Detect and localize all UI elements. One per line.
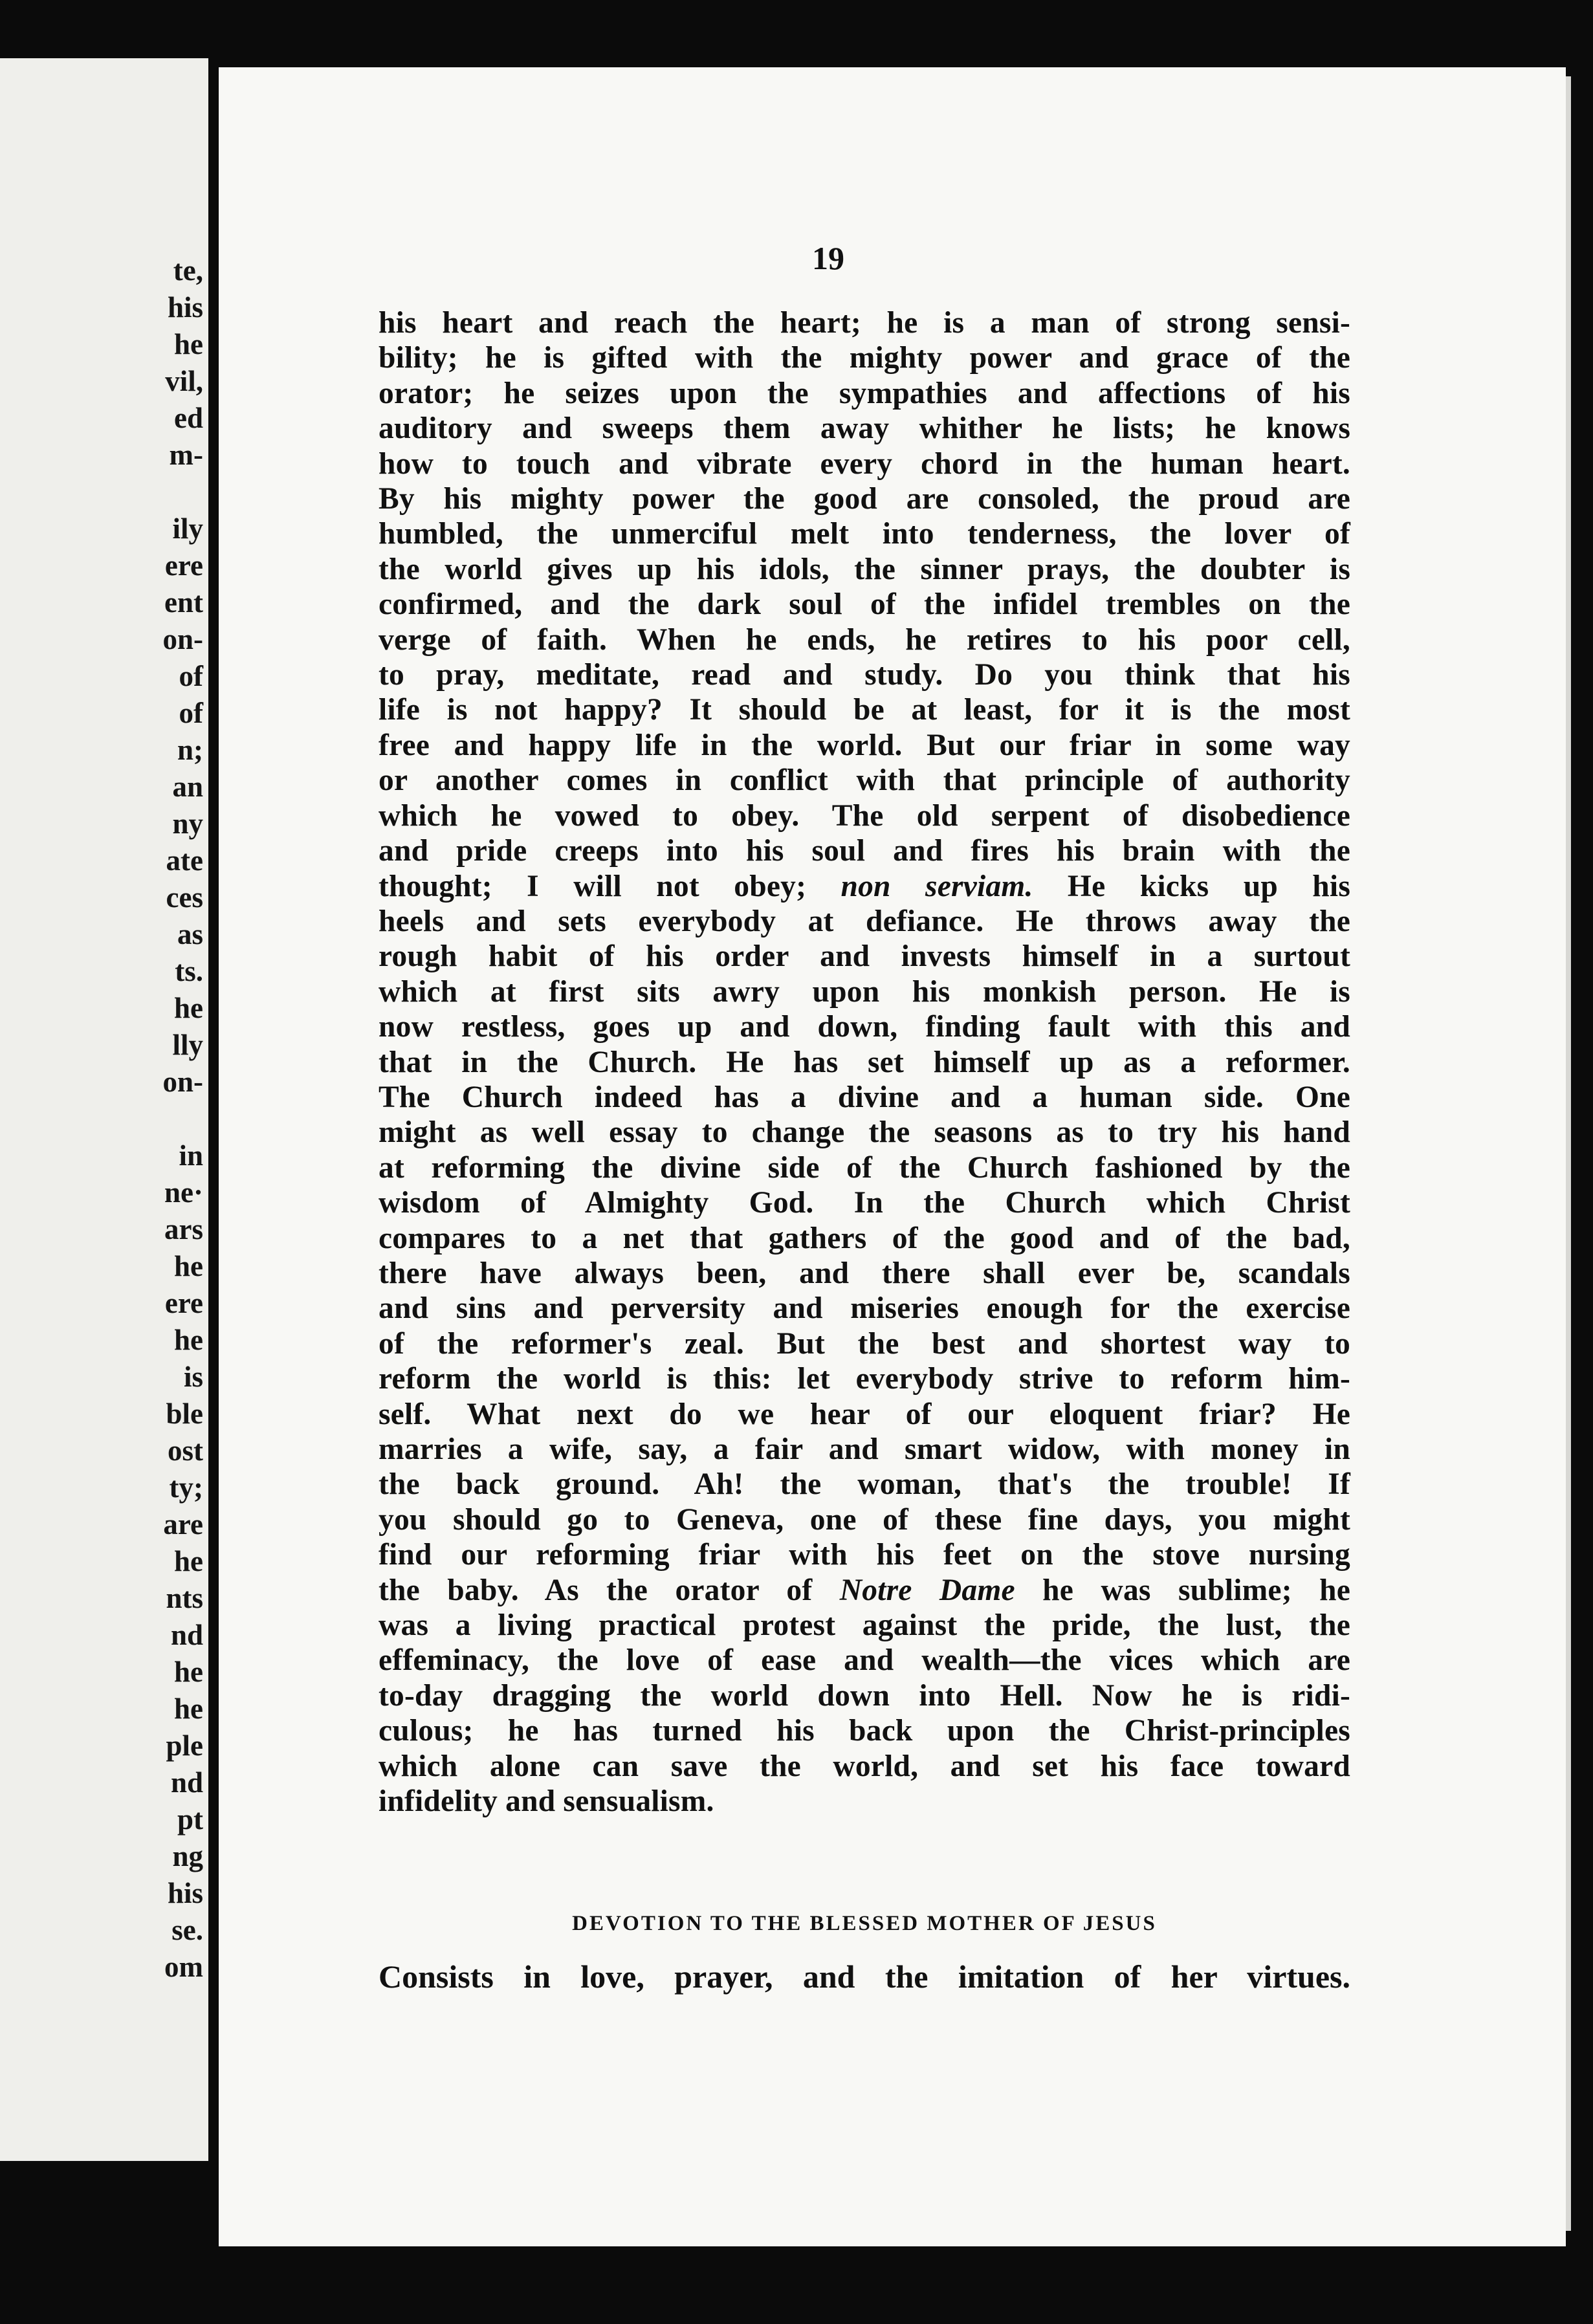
text-line: culous; he has turned his back upon the Christ-principles xyxy=(379,1714,1350,1748)
text-line: might as well essay to change the seasons as to try his hand xyxy=(379,1115,1350,1150)
text-line: and sins and perversity and miseries enough for the exercise xyxy=(379,1291,1350,1326)
text-line: the world gives up his idols, the sinner prays, the doubter is xyxy=(379,552,1350,586)
text-line: to-day dragging the world down into Hell. Now he is ridi- xyxy=(379,1678,1350,1713)
previous-page-fragment: se. xyxy=(171,1914,203,1946)
previous-page-fragment: in xyxy=(179,1139,203,1172)
previous-page-fragment: lly xyxy=(172,1029,203,1061)
previous-page-fragment: on- xyxy=(162,623,203,655)
text-line: By his mighty power the good are consoled, the proud are xyxy=(379,482,1350,516)
previous-page-fragment: ere xyxy=(164,1287,203,1319)
previous-page-fragment xyxy=(162,1101,203,1137)
text-line: compares to a net that gathers of the good and of the bad, xyxy=(379,1221,1350,1255)
previous-page-fragment: ble xyxy=(166,1398,203,1430)
text-line: heels and sets everybody at defiance. He throws away the xyxy=(379,904,1350,938)
text-line: which at first sits awry upon his monkish person. He is xyxy=(379,974,1350,1009)
previous-page-text-fragments xyxy=(162,252,203,1986)
previous-page-fragment: he xyxy=(174,1693,203,1725)
text-line: confirmed, and the dark soul of the infidel trembles on the xyxy=(379,587,1350,622)
previous-page-fragment: ars xyxy=(164,1213,203,1245)
previous-page-fragment: he xyxy=(174,992,203,1024)
previous-page-fragment: ent xyxy=(164,586,203,619)
previous-page-fragment: ng xyxy=(172,1840,203,1872)
text-line: that in the Church. He has set himself up as a reformer. xyxy=(379,1045,1350,1079)
text-line: to pray, meditate, read and study. Do you think that his xyxy=(379,658,1350,692)
text-line: now restless, goes up and down, finding fault with this and xyxy=(379,1010,1350,1044)
text-line: life is not happy? It should be at least, for it is the most xyxy=(379,693,1350,727)
previous-page-fragment: ate xyxy=(166,844,203,877)
previous-page-fragment: pt xyxy=(177,1803,203,1836)
text-line: or another comes in conflict with that principle of authority xyxy=(379,763,1350,798)
previous-page-fragment: ed xyxy=(174,402,203,434)
previous-page-fragment: ost xyxy=(168,1434,203,1467)
text-line: at reforming the divine side of the Church fashioned by the xyxy=(379,1150,1350,1185)
text-line: and pride creeps into his soul and fires his brain with the xyxy=(379,834,1350,868)
previous-page-fragment: ne· xyxy=(164,1176,203,1209)
text-line: marries a wife, say, a fair and smart widow, with money in xyxy=(379,1432,1350,1466)
previous-page-fragment: he xyxy=(174,1324,203,1356)
previous-page-fragment: ts. xyxy=(175,955,203,987)
previous-page-fragment: is xyxy=(183,1361,203,1393)
text-line: auditory and sweeps them away whither he lists; he knows xyxy=(379,411,1350,446)
previous-page-fragment: his xyxy=(167,291,203,323)
section-first-line: Consists in love, prayer, and the imitation of her virtues. xyxy=(379,1958,1350,1995)
text-line: find our reforming friar with his feet on the stove nursing xyxy=(379,1538,1350,1572)
previous-page-fragment: om xyxy=(164,1951,203,1983)
previous-page-fragment: as xyxy=(177,918,203,950)
previous-page-fragment: nd xyxy=(170,1766,203,1799)
text-line: which he vowed to obey. The old serpent of disobedience xyxy=(379,798,1350,833)
text-line: free and happy life in the world. But our friar in some way xyxy=(379,728,1350,762)
text-line: of the reformer's zeal. But the best and shortest way to xyxy=(379,1326,1350,1361)
previous-page-fragment: ere xyxy=(164,549,203,582)
text-line: you should go to Geneva, one of these fine days, you might xyxy=(379,1502,1350,1537)
previous-page-edge xyxy=(0,58,208,2161)
previous-page-fragment: ple xyxy=(166,1729,203,1762)
previous-page-fragment: m- xyxy=(169,439,203,471)
previous-page-fragment: vil, xyxy=(165,365,203,397)
previous-page-fragment: his xyxy=(167,1877,203,1909)
page-number: 19 xyxy=(812,240,844,276)
previous-page-fragment: he xyxy=(174,328,203,360)
text-line: wisdom of Almighty God. In the Church which Christ xyxy=(379,1186,1350,1220)
previous-page-fragment: ces xyxy=(166,881,203,914)
text-line: which alone can save the world, and set his face toward xyxy=(379,1749,1350,1783)
previous-page-fragment: are xyxy=(163,1508,203,1540)
previous-page-fragment: he xyxy=(174,1545,203,1577)
previous-page-fragment: nd xyxy=(170,1619,203,1651)
previous-page-fragment: of xyxy=(179,697,203,729)
text-line: how to touch and vibrate every chord in the human heart. xyxy=(379,446,1350,481)
text-line: rough habit of his order and invests himself in a surtout xyxy=(379,939,1350,974)
previous-page-fragment: ily xyxy=(172,512,203,545)
previous-page-fragment: an xyxy=(172,771,203,803)
previous-page-fragment: nts xyxy=(166,1582,203,1614)
text-line: his heart and reach the heart; he is a man of strong sensi- xyxy=(379,306,1350,340)
section-heading: DEVOTION TO THE BLESSED MOTHER OF JESUS xyxy=(572,1912,1157,1935)
page-edge-shadow xyxy=(1566,76,1571,2231)
text-line: humbled, the unmerciful melt into tenderness, the lover of xyxy=(379,517,1350,551)
text-line: infidelity and sensualism. xyxy=(379,1784,714,1819)
text-line: The Church indeed has a divine and a human side. One xyxy=(379,1080,1350,1114)
text-line: effeminacy, the love of ease and wealth—the vices which are xyxy=(379,1643,1350,1678)
text-line: verge of faith. When he ends, he retires to his poor cell, xyxy=(379,622,1350,657)
previous-page-fragment: he xyxy=(174,1656,203,1688)
text-line: orator; he seizes upon the sympathies and affections of his xyxy=(379,376,1350,410)
text-line: the baby. As the orator of Notre Dame he was sublime; he xyxy=(379,1573,1350,1607)
body-paragraph xyxy=(379,305,1350,1819)
previous-page-fragment: ty; xyxy=(169,1471,203,1504)
previous-page-fragment: he xyxy=(174,1250,203,1282)
text-line: reform the world is this: let everybody strive to reform him- xyxy=(379,1362,1350,1396)
previous-page-fragment: n; xyxy=(177,734,203,766)
previous-page-fragment: of xyxy=(179,660,203,692)
text-line: was a living practical protest against the pride, the lust, the xyxy=(379,1608,1350,1643)
previous-page-fragment: ny xyxy=(172,807,203,840)
text-line: bility; he is gifted with the mighty power and grace of the xyxy=(379,341,1350,375)
previous-page-fragment xyxy=(162,474,203,510)
previous-page-fragment: on- xyxy=(162,1066,203,1098)
text-line: thought; I will not obey; non serviam. He kicks up his xyxy=(379,869,1351,903)
previous-page-fragment: te, xyxy=(173,254,203,287)
text-line: self. What next do we hear of our eloquent friar? He xyxy=(379,1397,1350,1431)
text-line: there have always been, and there shall ever be, scandals xyxy=(379,1256,1350,1290)
text-line: the back ground. Ah! the woman, that's the trouble! If xyxy=(379,1467,1350,1502)
